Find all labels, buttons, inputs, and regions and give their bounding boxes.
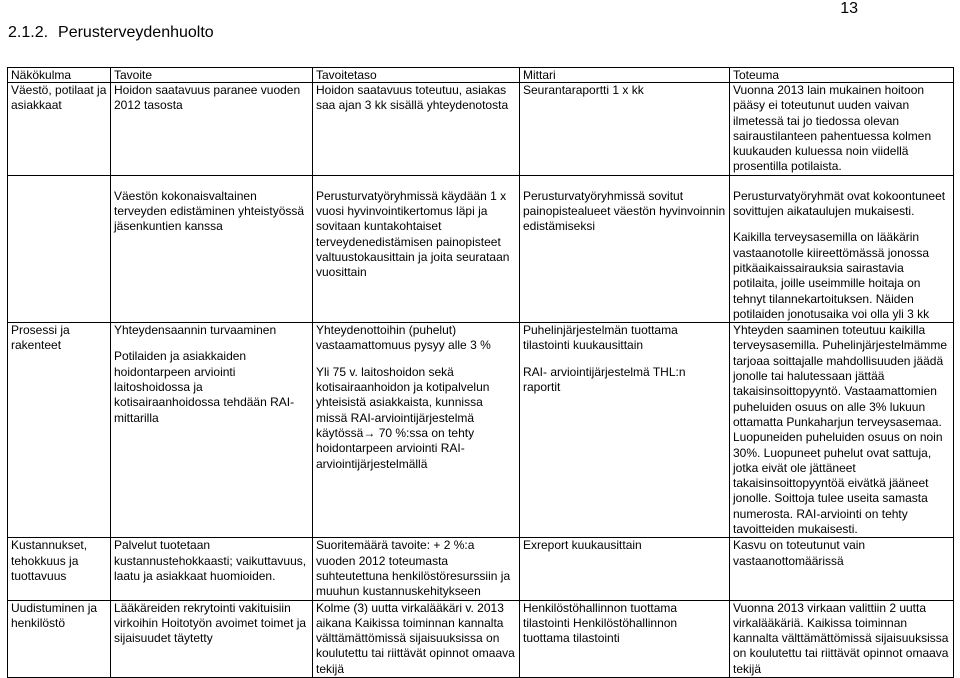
row3-perspective: Prosessi ja rakenteet [8,323,111,538]
row3-metric-cell [520,323,730,538]
row4-goal: Palvelut tuotetaan kustannustehokkaasti; vaikuttavuus, laatu ja asiakkaat huomioiden. [111,538,313,600]
row2-outcome-2: Kaikilla terveysasemilla on lääkärin vastaanotolle kiireettömässä jonossa pitkäaikaissairauksia sairastavia potilaita, joille useimmille hoitaja on tehnyt tilannekartoituksen. Näiden potilaiden jonotusaika voi olla yli 3 kk [733,230,930,321]
row2-perspective [8,175,111,322]
table-row [8,83,954,176]
row2-outcome-cell [730,175,954,322]
row3-target-1: Yhteydenottoihin (puhelut) vastaamattomuus pysyy alle 3 % [316,323,491,353]
row5-goal: Lääkäreiden rekrytointi vakituisiin virkoihin Hoitotyön avoimet toimet ja sijaisuudet täytetty [111,600,313,677]
row2-goal-cell [111,175,313,322]
row4-target: Suoritemäärä tavoite: + 2 %:a vuoden 2012 toteumasta suhteutettuna henkilöstöresurssiin ja muuhun kustannuskehitykseen [313,538,520,600]
row1-goal: Hoidon saatavuus paranee vuoden 2012 tasosta [111,83,313,176]
table-row [8,323,954,538]
row3-goal-2: Potilaiden ja asiakkaiden hoidontarpeen arviointi laitoshoidossa ja kotisairaanhoidossa tehdään RAI-mittarilla [114,349,295,425]
row3-target-cell [313,323,520,538]
page-number: 13 [840,0,858,17]
row3-metric-2: RAI- arviointijärjestelmä THL:n raportit [523,364,686,395]
row4-outcome: Kasvu on toteutunut vain vastaanottomäärissä [730,538,954,600]
row1-target: Hoidon saatavuus toteutuu, asiakas saa ajan 3 kk sisällä yhteydenotosta [313,83,520,176]
row4-metric: Exreport kuukausittain [520,538,730,600]
row2-goal: Väestön kokonaisvaltainen terveyden edistäminen yhteistyössä jäsenkuntien kanssa [114,188,305,234]
row5-metric: Henkilöstöhallinnon tuottama tilastointi Henkilöstöhallinnon tuottama tilastointi [520,600,730,677]
table-row [8,600,954,677]
row3-goal-cell [111,323,313,538]
table-row [8,175,954,322]
row5-target: Kolme (3) uutta virkalääkäri v. 2013 aikana Kaikissa toiminnan kannalta välttämättömissä sijaisuuksissa on koulutettu tai riittävät opinnot omaava tekijä [313,600,520,677]
row2-target: Perusturvatyöryhmissä käydään 1 x vuosi hyvinvointikertomus läpi ja sovitaan kuntakohtaiset terveydenedistämisen painopisteet valtuustokausittain ja joita seurataan vuosittain [316,188,510,280]
row3-target-2: Yli 75 v. laitoshoidon sekä kotisairaanhoidon ja kotipalvelun yhteisistä asiakkaista, kunnissa missä RAI-arviointijärjestelmä käytössä→ 70 %:ssa on tehty hoidontarpeen arviointi RAI- arviointijärjestelmällä [316,364,490,471]
row1-outcome: Vuonna 2013 lain mukainen hoitoon pääsy ei toteutunut uuden vaivan ilmetessä tai jo tiedossa olevan sairaustilanteen pahentuessa kolmen kuukauden kuluessa noin viidellä prosentilla potilaista. [730,83,954,176]
row2-metric-cell [520,175,730,322]
row3-outcome: Yhteyden saaminen toteutuu kaikilla terveysasemilla. Puhelinjärjestelmämme tarjoaa soittajalle mahdollisuuden jäädä jonolle tai halutessaan jättää takaisinsoittopyyntö. Vastaamattomien puheluiden osuus on alle 3% lukuun ottamatta Punkaharjun terveysasemaa. Luopuneiden puheluiden osuus on noin 30%. Luopuneet puhelut ovat sattuja, jotka eivät ole jättäneet takaisinsoittopyyntöä eivätkä jääneet jonolle. Soittoja tulee useita samasta numerosta. RAI-arviointi on tehty tavoitteiden mukaisesti. [730,323,954,538]
header-target: Tavoitetaso [313,68,520,83]
header-perspective: Näkökulma [8,68,111,83]
row1-perspective: Väestö, potilaat ja asiakkaat [8,83,111,176]
row4-perspective: Kustannukset, tehokkuus ja tuottavuus [8,538,111,600]
row5-outcome: Vuonna 2013 virkaan valittiin 2 uutta virkalääkäriä. Kaikissa toiminnan kannalta välttämättömissä sijaisuuksissa on koulutettu tai riittävät opinnot omaava tekijä [730,600,954,677]
row2-target-cell [313,175,520,322]
section-heading [8,24,214,42]
row2-outcome-1: Perusturvatyöryhmät ovat kokoontuneet sovittujen aikataulujen mukaisesti. [733,188,946,219]
scorecard-table [7,67,954,678]
header-metric: Mittari [520,68,730,83]
row3-goal-1: Yhteydensaannin turvaaminen [114,323,277,338]
row1-metric: Seurantaraportti 1 x kk [520,83,730,176]
section-title: Perusterveydenhuolto [58,24,214,41]
row2-metric: Perusturvatyöryhmissä sovitut painopistealueet väestön hyvinvoinnin edistämiseksi [523,188,726,234]
header-goal: Tavoite [111,68,313,83]
row3-metric-1: Puhelinjärjestelmän tuottama tilastointi kuukausittain [523,323,678,353]
section-number: 2.1.2. [8,24,49,41]
table-row [8,538,954,600]
header-outcome: Toteuma [730,68,954,83]
row5-perspective: Uudistuminen ja henkilöstö [8,600,111,677]
table-header-row [8,68,954,83]
